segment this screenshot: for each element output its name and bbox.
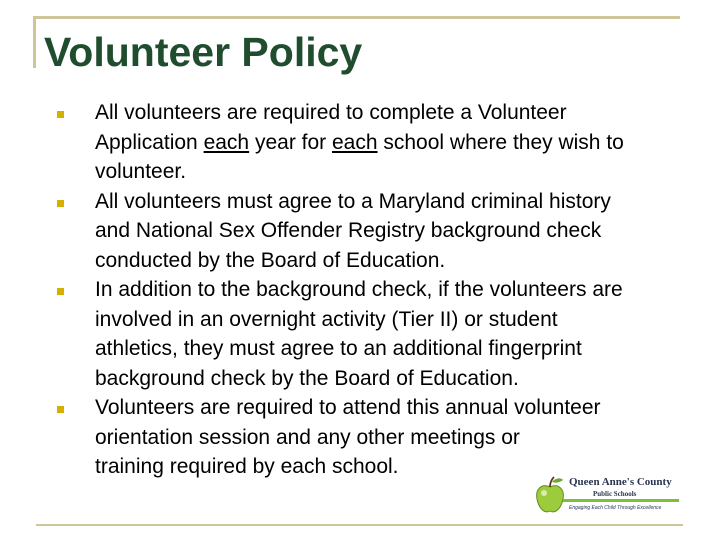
bullet-text: All volunteers must agree to a Maryland criminal history and National Sex Offender Registry background check conducted by the Board of Education. xyxy=(95,189,611,272)
bullet-item-orientation xyxy=(55,393,635,482)
school-district-logo xyxy=(531,471,681,523)
bullet-square-icon xyxy=(57,200,64,207)
frame-top-rule xyxy=(33,16,680,19)
bullet-text: Volunteers are required to attend this annual volunteer orientation session and any other meetings or xyxy=(95,396,601,449)
frame-left-rule xyxy=(33,16,36,68)
bullet-item-application xyxy=(55,98,635,187)
logo-tagline: Engaging Each Child Through Excellence xyxy=(569,505,662,511)
bullet-text: All volunteers are required to complete a Volunteer Application xyxy=(95,101,567,154)
apple-icon xyxy=(534,475,566,515)
bullet-item-fingerprint xyxy=(55,275,635,393)
bullet-square-icon xyxy=(57,406,64,413)
bullet-text: year for xyxy=(249,130,332,154)
underlined-word: each xyxy=(332,130,378,154)
bullet-square-icon xyxy=(57,111,64,118)
logo-title: Queen Anne's County xyxy=(569,476,672,488)
frame-bottom-rule xyxy=(36,524,683,526)
bullet-text: In addition to the background check, if the volunteers are involved in an overnight activity (Tier II) or student athletics, they must agree to an additional fingerprint background check by the Board of Education. xyxy=(95,278,623,390)
bullet-square-icon xyxy=(57,288,64,295)
underlined-word: each xyxy=(203,130,250,154)
policy-bullet-list xyxy=(55,98,635,482)
bullet-text: school where they wish to volunteer. xyxy=(95,130,624,183)
bullet-text: training required by each school. xyxy=(95,455,399,478)
slide-title: Volunteer Policy xyxy=(44,29,363,75)
bullet-item-background-check xyxy=(55,187,635,276)
logo-subtitle: Public Schools xyxy=(593,490,637,498)
logo-green-bar xyxy=(563,499,679,502)
